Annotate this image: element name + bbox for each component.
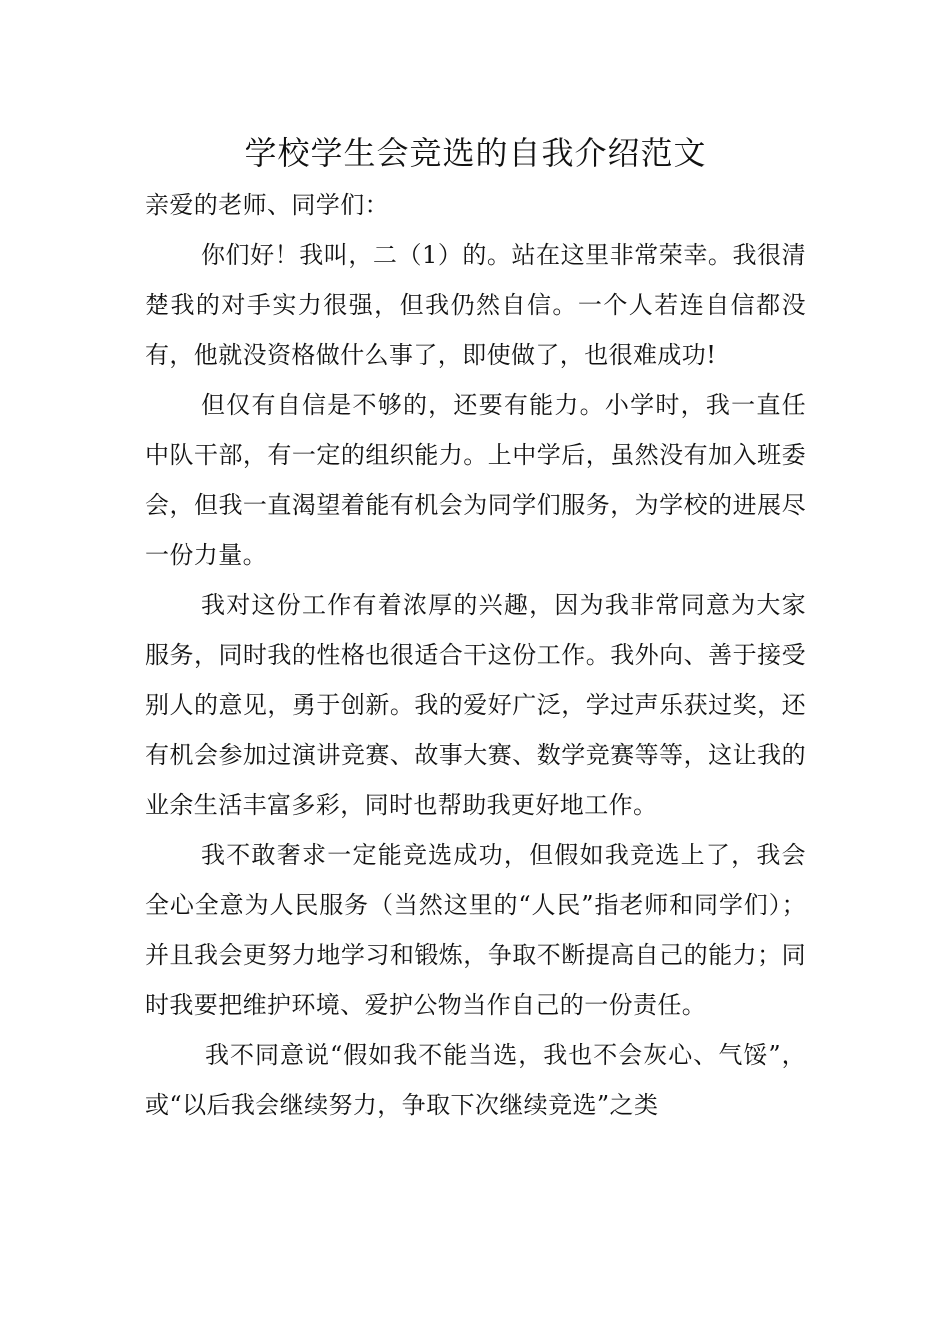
paragraph-3: 我对这份工作有着浓厚的兴趣，因为我非常同意为大家服务，同时我的性格也很适合干这份工作。我外向、善于接受别人的意见，勇于创新。我的爱好广泛，学过声乐获过奖，还有机会参加过演讲竞赛、故事大赛、数学竞赛等等，这让我的业余生活丰富多彩，同时也帮助我更好地工作。 [145, 591, 806, 819]
document-title: 学校学生会竞选的自我介绍范文 [244, 134, 707, 172]
document-body [145, 180, 806, 1130]
paragraph-4: 我不敢奢求一定能竞选成功，但假如我竞选上了，我会全心全意为人民服务（当然这里的“人民”指老师和同学们）；并且我会更努力地学习和锻炼，争取不断提高自己的能力；同时我要把维护环境、爱护公物当作自己的一份责任。 [145, 841, 806, 1019]
salutation: 亲爱的老师、同学们： [145, 191, 389, 219]
paragraph-2: 但仅有自信是不够的，还要有能力。小学时，我一直任中队干部，有一定的组织能力。上中学后，虽然没有加入班委会，但我一直渴望着能有机会为同学们服务，为学校的进展尽一份力量。 [145, 391, 806, 569]
paragraph-1: 你们好！我叫，二（1）的。站在这里非常荣幸。我很清楚我的对手实力很强，但我仍然自信。一个人若连自信都没有，他就没资格做什么事了，即使做了，也很难成功! [145, 241, 806, 369]
paragraph-5: 我不同意说“假如我不能当选，我也不会灰心、气馁”，或“以后我会继续努力，争取下次继续竞选”之类 [145, 1041, 806, 1119]
